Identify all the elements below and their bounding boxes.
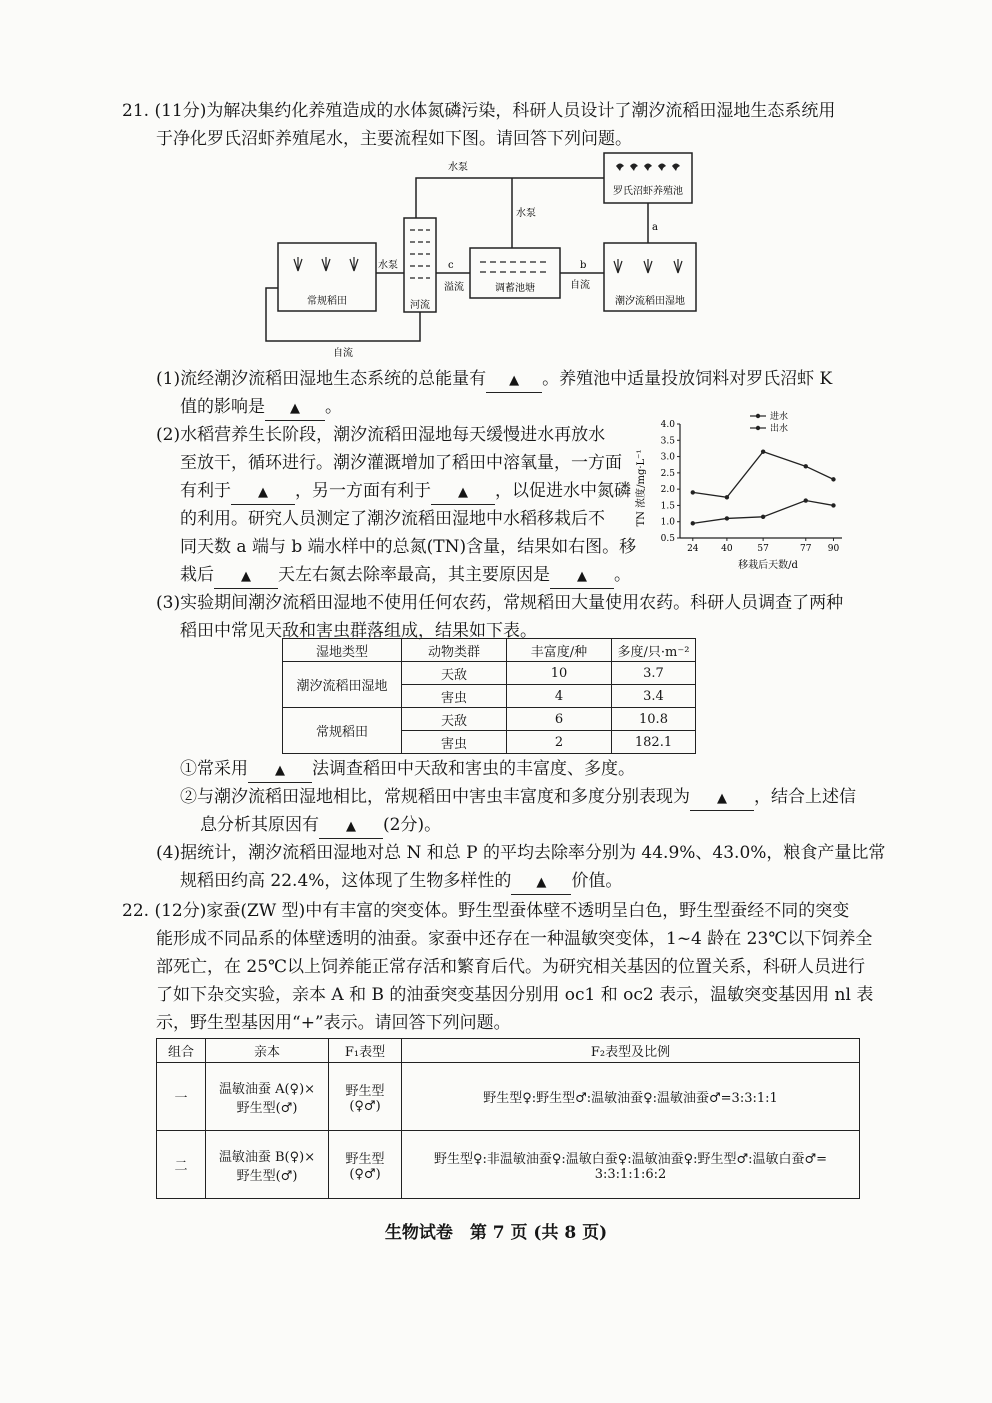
p1-text-b: 。养殖池中适量投放饲料对罗氏沼虾 K [542, 369, 833, 389]
q21-part3-sub2-line2 [200, 814, 441, 839]
table-header-cell: F₂表型及比例 [402, 1039, 860, 1063]
data-point [725, 495, 729, 499]
table-cell: 潮汐流稻田湿地 [283, 662, 402, 708]
answer-blank[interactable] [231, 480, 295, 505]
s2-text-d: (2分)。 [383, 815, 442, 835]
p1-text-a: (1)流经潮汐流稻田湿地生态系统的总能量有 [156, 369, 487, 389]
s1-text-b: 法调查稻田中天敌和害虫的丰富度、多度。 [312, 759, 635, 779]
table-cell: 2 [507, 731, 612, 754]
p2-text-b: ，另一方面有利于 [295, 481, 431, 501]
answer-blank[interactable] [550, 564, 614, 589]
p1-text-d: 。 [325, 397, 342, 417]
table-cell: 常规稻田 [283, 708, 402, 754]
table-header-cell: 丰富度/种 [507, 639, 612, 662]
q22-line2: 能形成不同品系的体壁透明的油蚕。家蚕中还存在一种温敏突变体，1~4 龄在 23℃以下饲养全 [156, 929, 873, 949]
answer-blank[interactable] [431, 480, 495, 505]
table-cell [206, 1063, 329, 1131]
table-row [283, 708, 696, 731]
table-header-cell: 亲本 [206, 1039, 329, 1063]
blank-mark: ▲ [509, 373, 520, 388]
blank-mark: ▲ [258, 485, 268, 500]
self-flow-bottom-label: 自流 [333, 348, 353, 359]
q21-part1-line2 [180, 396, 342, 421]
q21-part2-line3 [180, 480, 631, 505]
table-header-cell: 动物类群 [402, 639, 507, 662]
q21-part2-line1: (2)水稻营养生长阶段，潮汐流稻田湿地每天缓慢进水再放水 [156, 425, 606, 445]
y-tick-label: 4.0 [660, 420, 675, 430]
chart-x-axis-label: 移栽后天数/d [738, 560, 798, 571]
table-cell [206, 1131, 329, 1199]
y-tick-label: 3.0 [660, 452, 675, 463]
q22-line4: 了如下杂交实验，亲本 A 和 B 的油蚕突变基因分别用 oc1 和 oc2 表示，温敏突变基因用 nl 表 [156, 985, 874, 1005]
community-table [282, 638, 696, 754]
parent-line: 野生型(♂) [236, 1168, 298, 1184]
table-row [283, 662, 696, 685]
series-line [693, 501, 834, 524]
p1-text-c: 值的影响是 [180, 397, 265, 417]
table-row [157, 1131, 860, 1199]
p4-text-a: 规稻田约高 22.4%，这体现了生物多样性的 [180, 871, 512, 891]
table-cell: 182.1 [612, 731, 696, 754]
table-cell [329, 1131, 402, 1199]
table-cell: 天敌 [402, 708, 507, 731]
answer-blank[interactable] [265, 396, 325, 421]
table-header-row [283, 639, 696, 662]
p4-text-b: 价值。 [571, 871, 623, 891]
tidal-wetland-label: 潮汐流稻田湿地 [615, 296, 685, 307]
rice-icons-wetland [614, 259, 682, 273]
top-pump-line [416, 178, 604, 218]
river-lines [410, 230, 430, 278]
q21-part3-sub2-line1 [180, 786, 856, 811]
data-point [761, 449, 765, 453]
table-cell: 10.8 [612, 708, 696, 731]
f1-line: 野生型 [345, 1083, 385, 1099]
answer-blank[interactable] [248, 758, 312, 783]
x-tick-label: 90 [827, 544, 840, 554]
q21-part1-line1 [156, 368, 832, 393]
s2-text-a: ②与潮汐流稻田湿地相比，常规稻田中害虫丰富度和多度分别表现为 [180, 787, 690, 807]
f1-line: (♀♂) [349, 1098, 381, 1114]
left-pump-label: 水泵 [378, 260, 398, 271]
q22-line3: 部死亡，在 25℃以上饲养能正常存活和繁育后代。为研究相关基因的位置关系，科研人员进行 [156, 957, 866, 977]
rice-icons-normal [294, 257, 358, 271]
table-cell: 一 [157, 1063, 206, 1131]
chart-marks [691, 449, 836, 525]
normal-field-label: 常规稻田 [307, 296, 347, 307]
data-point [804, 498, 808, 502]
label-b: b [580, 260, 587, 271]
blank-mark: ▲ [290, 401, 300, 416]
p2-text-d: 栽后 [180, 565, 214, 585]
f2-line: 野生型♀:野生型♂:温敏油蚕♀:温敏油蚕♂=3:3:1:1 [483, 1091, 778, 1106]
q21-intro-line2: 于净化罗氏沼虾养殖尾水，主要流程如下图。请回答下列问题。 [156, 129, 632, 149]
blank-mark: ▲ [717, 791, 727, 806]
q21-part3-line1: (3)实验期间潮汐流稻田湿地不使用任何农药，常规稻田大量使用农药。科研人员调查了两种 [156, 593, 844, 613]
q21-part2-line6 [180, 564, 631, 589]
table-cell: 天敌 [402, 662, 507, 685]
f1-line: (♀♂) [349, 1166, 381, 1182]
top-pump-label: 水泵 [448, 162, 468, 173]
page-footer: 生物试卷 第 7 页 (共 8 页) [384, 1223, 608, 1243]
regulate-pond-label: 调蓄池塘 [495, 283, 535, 294]
series-line [693, 452, 834, 498]
table-header-cell: 组合 [157, 1039, 206, 1063]
y-tick-label: 2.0 [660, 485, 675, 496]
x-tick-label: 77 [800, 544, 812, 554]
f2-line: 野生型♀:非温敏油蚕♀:温敏白蚕♀:温敏油蚕♀:野生型♂:温敏白蚕♂= [433, 1151, 828, 1167]
blank-mark: ▲ [458, 485, 468, 500]
x-tick-label: 40 [721, 544, 733, 554]
overflow-label: 溢流 [444, 282, 464, 293]
legend-label: 出水 [770, 424, 789, 434]
y-tick-label: 2.5 [660, 468, 675, 479]
q21-intro-line1: 21. (11分)为解决集约化养殖造成的水体氮磷污染，科研人员设计了潮汐流稻田湿地生态系统用 [122, 101, 836, 121]
q21-part2-line5: 同天数 a 端与 b 端水样中的总氮(TN)含量，结果如右图。移 [180, 537, 637, 557]
legend-marker [756, 426, 760, 430]
q21-part3-line2: 稻田中常见天敌和害虫群落组成，结果如下表。 [180, 621, 537, 641]
table-cell: 10 [507, 662, 612, 685]
q21-part2-line2: 至放干，循环进行。潮汐灌溉增加了稻田中溶氧量，一方面 [180, 453, 622, 473]
table-cell: 3.7 [612, 662, 696, 685]
data-point [691, 521, 695, 525]
self-flow-mid-label: 自流 [570, 280, 590, 291]
table-cell [329, 1063, 402, 1131]
table-cell: 二 [157, 1131, 206, 1199]
blank-mark: ▲ [241, 569, 251, 584]
data-point [804, 464, 808, 468]
p2-text-f: 。 [614, 565, 631, 585]
answer-blank[interactable] [214, 564, 278, 589]
cross-table [156, 1038, 860, 1199]
x-tick-label: 57 [757, 544, 769, 554]
blank-mark: ▲ [275, 763, 285, 778]
answer-blank[interactable] [511, 870, 571, 895]
y-tick-label: 3.5 [660, 436, 675, 447]
table-cell: 4 [507, 685, 612, 708]
f2-line: 3:3:1:1:6:2 [594, 1166, 667, 1182]
table-cell: 6 [507, 708, 612, 731]
p2-text-c: ，以促进水中氮磷 [495, 481, 631, 501]
river-box [404, 218, 436, 312]
flow-diagram [258, 148, 708, 368]
legend-marker [756, 414, 760, 418]
table-cell [402, 1131, 860, 1199]
data-point [691, 490, 695, 494]
p2-text-e: 天左右氮去除率最高，其主要原因是 [278, 565, 550, 585]
data-point [725, 516, 729, 520]
water-lines [480, 262, 550, 272]
data-point [831, 503, 835, 507]
q21-part4-line2 [180, 870, 622, 895]
parent-line: 温敏油蚕 A(♀)× [218, 1081, 316, 1097]
blank-mark: ▲ [536, 875, 547, 890]
answer-blank[interactable] [319, 814, 383, 839]
parent-line: 温敏油蚕 B(♀)× [218, 1149, 316, 1165]
label-a: a [652, 222, 658, 233]
q21-part2-line4: 的利用。研究人员测定了潮汐流稻田湿地中水稻移栽后不 [180, 509, 605, 529]
mid-pump-label: 水泵 [516, 208, 536, 219]
chart-y-axis-label: TN 浓度/mg·L⁻¹ [636, 449, 647, 527]
s1-text-a: ①常采用 [180, 759, 248, 779]
s2-text-b: ，结合上述信 [754, 787, 856, 807]
data-point [761, 515, 765, 519]
q22-line1: 22. (12分)家蚕(ZW 型)中有丰富的突变体。野生型蚕体壁不透明呈白色，野生型蚕经不同的突变 [122, 901, 850, 921]
data-point [831, 477, 835, 481]
y-tick-label: 1.0 [660, 517, 675, 528]
y-tick-label: 0.5 [660, 534, 675, 544]
river-label: 河流 [410, 300, 430, 311]
chart-legend [750, 410, 788, 434]
table-cell: 害虫 [402, 731, 507, 754]
p2-text-a: 有利于 [180, 481, 231, 501]
blank-mark: ▲ [346, 819, 356, 834]
blank-mark: ▲ [577, 569, 587, 584]
table-header-cell: 湿地类型 [283, 639, 402, 662]
table-row [157, 1063, 860, 1131]
q21-part4-line1: (4)据统计，潮汐流稻田湿地对总 N 和总 P 的平均去除率分别为 44.9%、43.0%，粮食产量比常 [156, 843, 886, 863]
f1-line: 野生型 [345, 1151, 385, 1167]
legend-label: 进水 [770, 412, 789, 422]
s2-text-c: 息分析其原因有 [200, 815, 319, 835]
table-header-cell: F₁表型 [329, 1039, 402, 1063]
chart-axes [661, 420, 842, 554]
y-tick-label: 1.5 [660, 501, 675, 512]
table-cell: 害虫 [402, 685, 507, 708]
tn-chart [630, 410, 850, 580]
x-tick-label: 24 [687, 544, 699, 554]
table-header-row [157, 1039, 860, 1063]
q22-line5: 示，野生型基因用“+”表示。请回答下列问题。 [156, 1013, 511, 1033]
label-c: c [448, 260, 454, 271]
table-cell: 3.4 [612, 685, 696, 708]
answer-blank[interactable] [486, 368, 542, 393]
table-cell [402, 1063, 860, 1131]
q21-part3-sub1 [180, 758, 635, 783]
parent-line: 野生型(♂) [236, 1100, 298, 1116]
answer-blank[interactable] [690, 786, 754, 811]
shrimp-icons [616, 164, 680, 172]
shrimp-pond-label: 罗氏沼虾养殖池 [613, 186, 683, 197]
table-header-cell: 多度/只·m⁻² [612, 639, 696, 662]
